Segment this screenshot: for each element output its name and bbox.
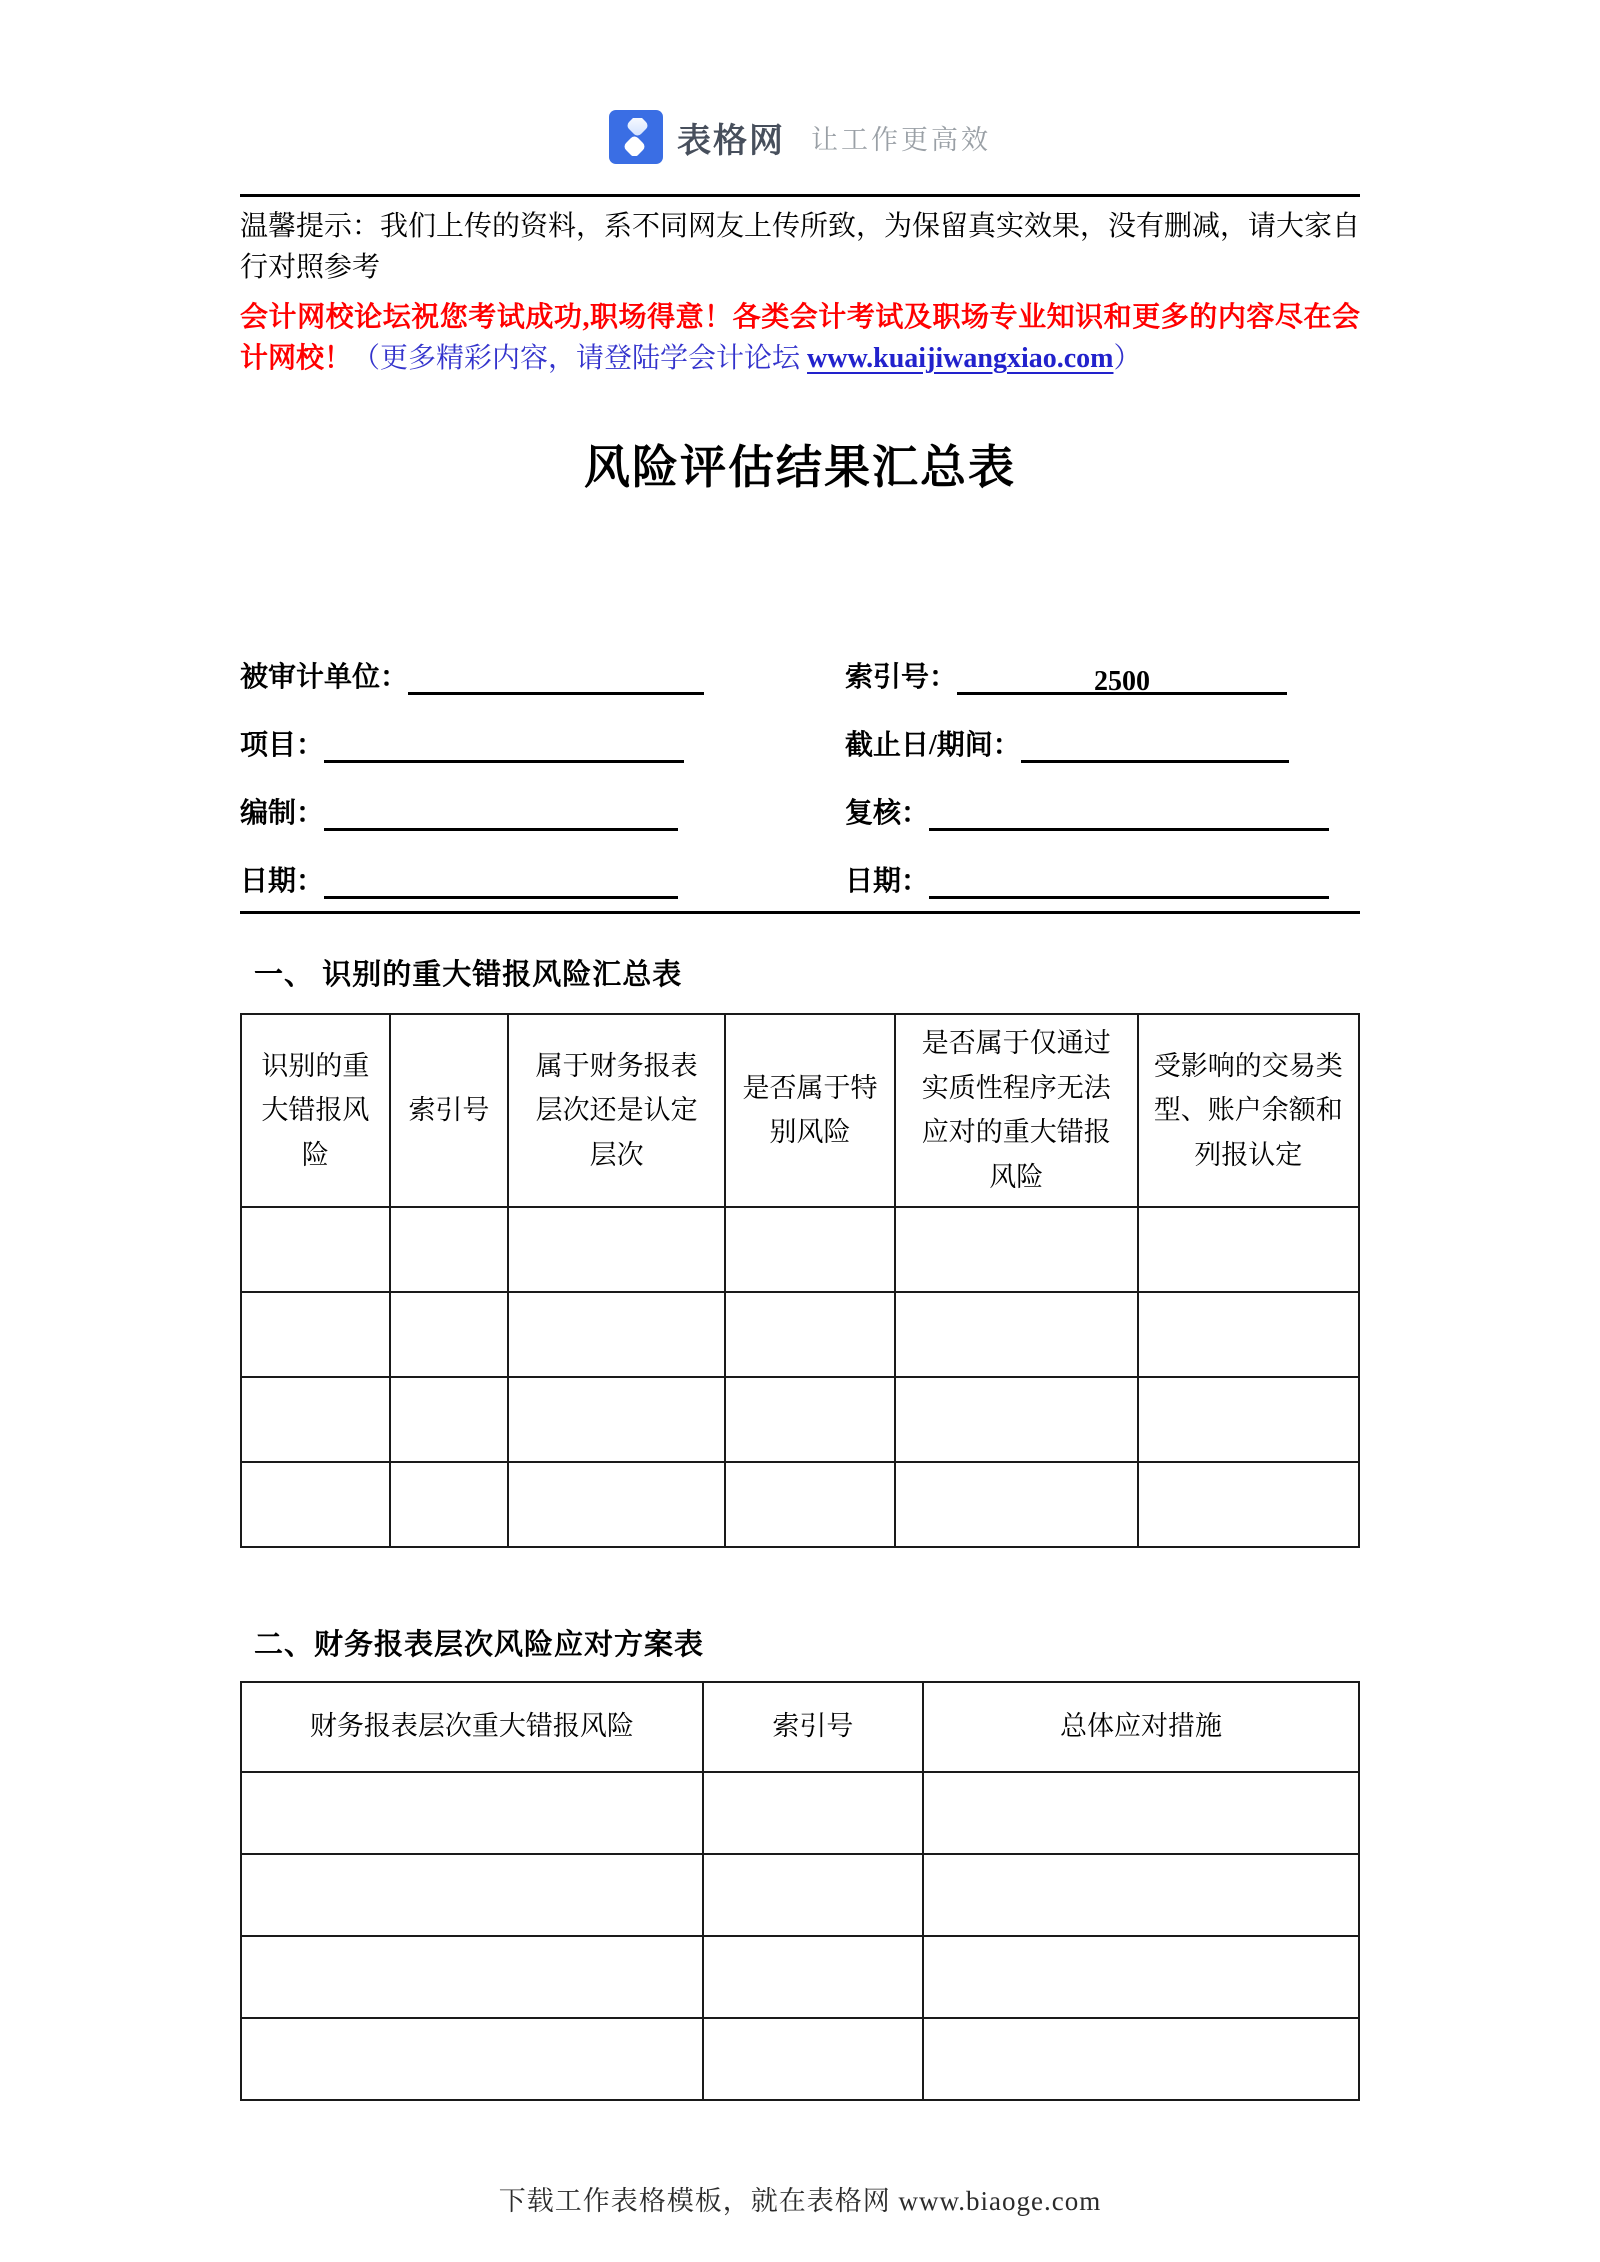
form-header-block <box>240 655 1360 898</box>
empty-cell <box>725 1292 895 1377</box>
table-row <box>241 1207 1359 1292</box>
column-header: 财务报表层次重大错报风险 <box>241 1682 703 1772</box>
reviewed-by-field <box>845 791 1360 830</box>
project-label: 项目： <box>240 730 325 762</box>
section1-heading: 一、 识别的重大错报风险汇总表 <box>254 959 683 992</box>
date-left-label: 日期： <box>240 866 325 898</box>
column-header: 是否属于仅通过实质性程序无法应对的重大错报风险 <box>895 1014 1138 1206</box>
project-field <box>240 723 845 762</box>
empty-cell <box>895 1377 1138 1462</box>
empty-cell <box>508 1377 725 1462</box>
column-header: 索引号 <box>390 1014 509 1206</box>
empty-cell <box>725 1207 895 1292</box>
risk-summary-table <box>240 1013 1360 1547</box>
audited-unit-blank <box>408 665 704 695</box>
column-header: 总体应对措施 <box>923 1682 1359 1772</box>
audited-unit-field <box>240 655 845 694</box>
empty-cell <box>703 1772 923 1854</box>
promo-blue-suffix: ） <box>1113 342 1142 374</box>
empty-cell <box>895 1292 1138 1377</box>
kuaijiwangxiao-link[interactable]: www.kuaijiwangxiao.com <box>807 342 1114 374</box>
date-left-blank <box>324 869 678 899</box>
column-header: 是否属于特别风险 <box>725 1014 895 1206</box>
document-page <box>240 0 1360 2218</box>
empty-cell <box>508 1292 725 1377</box>
empty-cell <box>508 1462 725 1547</box>
index-number-label: 索引号： <box>845 662 958 694</box>
empty-cell <box>703 1936 923 2018</box>
biaoge-logo-icon <box>609 110 663 164</box>
table-row <box>241 1936 1359 2018</box>
footer-text: 下载工作表格模板，就在表格网 www.biaoge.com <box>498 2185 1102 2216</box>
prepared-by-blank <box>324 801 678 831</box>
empty-cell <box>1138 1377 1359 1462</box>
empty-cell <box>923 1772 1359 1854</box>
date-right-label: 日期： <box>845 866 930 898</box>
table-row <box>241 1462 1359 1547</box>
brand-header <box>240 108 1360 166</box>
promo-text <box>240 298 1360 379</box>
empty-cell <box>241 2018 703 2100</box>
column-header: 属于财务报表层次还是认定层次 <box>508 1014 725 1206</box>
empty-cell <box>241 1936 703 2018</box>
prepared-by-field <box>240 791 845 830</box>
page-title: 风险评估结果汇总表 <box>584 442 1016 494</box>
project-blank <box>324 733 684 763</box>
table-row <box>241 1377 1359 1462</box>
empty-cell <box>241 1207 390 1292</box>
date-right-blank <box>929 869 1329 899</box>
table-header-row <box>241 1682 1359 1772</box>
index-number-field <box>845 655 1360 698</box>
notice-text: 温馨提示：我们上传的资料，系不同网友上传所致，为保留真实效果，没有删减，请大家自行对照参考 <box>240 211 1361 283</box>
empty-cell <box>390 1207 509 1292</box>
table-header-row <box>241 1014 1359 1206</box>
brand-name: 表格网 <box>677 121 785 160</box>
reviewed-by-blank <box>929 801 1329 831</box>
empty-cell <box>923 1936 1359 2018</box>
empty-cell <box>703 1854 923 1936</box>
table-row <box>241 2018 1359 2100</box>
brand-tagline: 让工作更高效 <box>811 124 991 155</box>
header-divider <box>240 194 1360 197</box>
empty-cell <box>725 1377 895 1462</box>
table-row <box>241 1854 1359 1936</box>
empty-cell <box>390 1377 509 1462</box>
empty-cell <box>241 1377 390 1462</box>
empty-cell <box>508 1207 725 1292</box>
promo-red-text: 会计网校论坛祝您考试成功,职场得意！各类会计考试及职场专业知识和更多的内容尽在会计网校！ <box>240 302 1360 374</box>
promo-blue-prefix: （更多精彩内容，请登陆学会计论坛 <box>352 342 808 374</box>
date-left-field <box>240 859 845 898</box>
reviewed-by-label: 复核： <box>845 798 930 830</box>
column-header: 索引号 <box>703 1682 923 1772</box>
empty-cell <box>1138 1292 1359 1377</box>
table-row <box>241 1772 1359 1854</box>
empty-cell <box>390 1292 509 1377</box>
empty-cell <box>241 1854 703 1936</box>
empty-cell <box>1138 1207 1359 1292</box>
empty-cell <box>923 2018 1359 2100</box>
section2-heading: 二、财务报表层次风险应对方案表 <box>254 1628 705 1661</box>
audited-unit-label: 被审计单位： <box>240 662 409 694</box>
response-plan-table <box>240 1681 1360 2101</box>
empty-cell <box>725 1462 895 1547</box>
column-header: 识别的重大错报风险 <box>241 1014 390 1206</box>
index-number-value: 2500 <box>957 665 1287 695</box>
cutoff-date-blank <box>1021 733 1289 763</box>
column-header: 受影响的交易类型、账户余额和列报认定 <box>1138 1014 1359 1206</box>
empty-cell <box>1138 1462 1359 1547</box>
table-row <box>241 1292 1359 1377</box>
empty-cell <box>241 1772 703 1854</box>
date-right-field <box>845 859 1360 898</box>
empty-cell <box>895 1462 1138 1547</box>
empty-cell <box>390 1462 509 1547</box>
prepared-by-label: 编制： <box>240 798 325 830</box>
cutoff-date-label: 截止日/期间： <box>845 730 1021 762</box>
empty-cell <box>923 1854 1359 1936</box>
form-divider <box>240 911 1360 914</box>
empty-cell <box>703 2018 923 2100</box>
empty-cell <box>895 1207 1138 1292</box>
cutoff-date-field <box>845 723 1360 762</box>
empty-cell <box>241 1292 390 1377</box>
empty-cell <box>241 1462 390 1547</box>
